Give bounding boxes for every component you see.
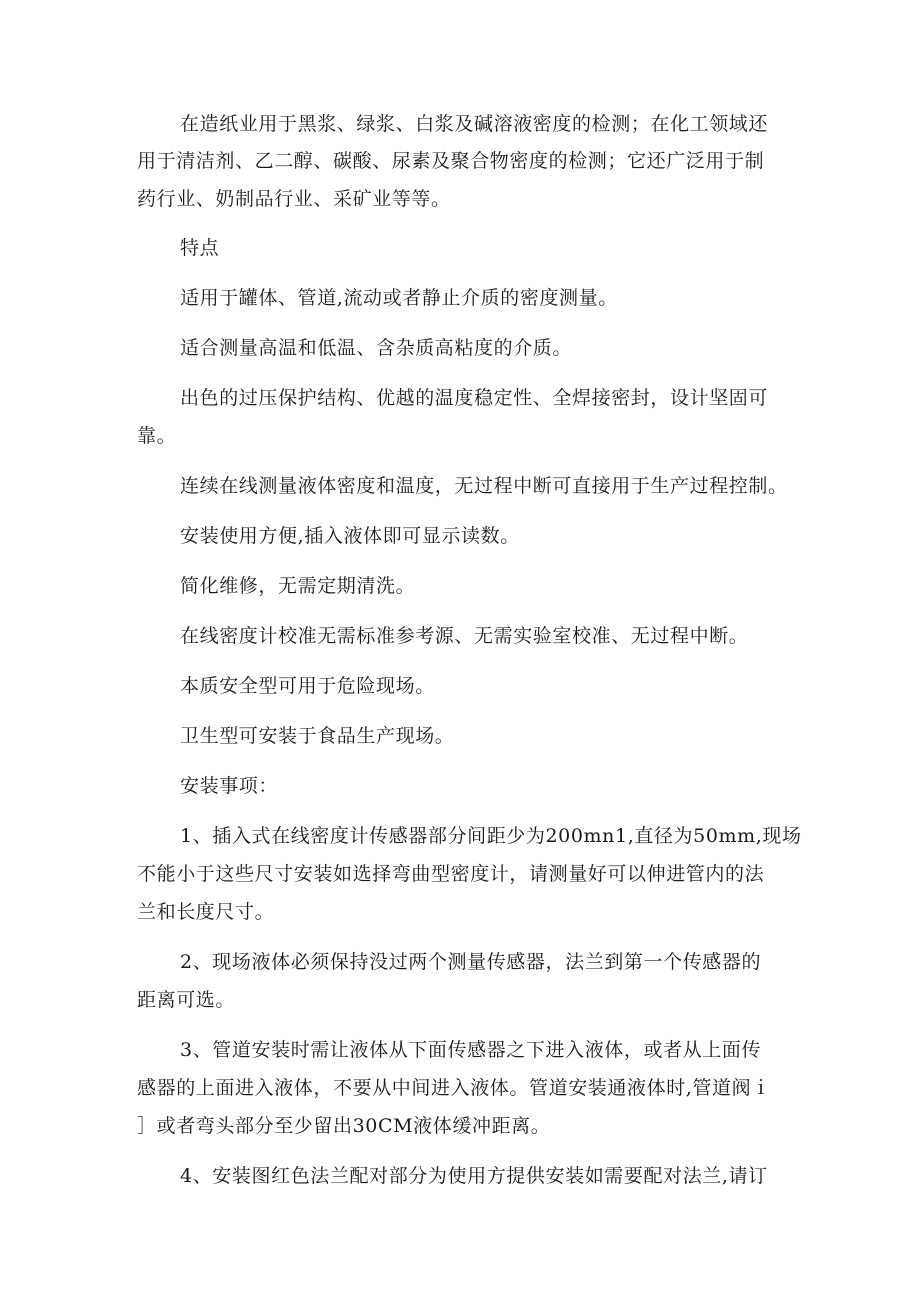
- para-usage-line-2: 用于清洁剂、乙二醇、碳酸、尿素及聚合物密度的检测；它还广泛用于制: [137, 150, 765, 172]
- install-item-3-line-1: 3、管道安装时需让液体从下面传感器之下进入液体，或者从上面传: [180, 1039, 762, 1061]
- feature-item-5: 安装使用方便,插入液体即可显示读数。: [180, 525, 520, 547]
- feature-item-9: 卫生型可安装于食品生产现场。: [180, 725, 455, 747]
- feature-item-6: 简化维修，无需定期清洗。: [180, 575, 416, 597]
- feature-item-7: 在线密度计校准无需标准参考源、无需实验室校准、无过程中断。: [180, 625, 749, 647]
- section-heading-installation: 安装事项：: [180, 775, 279, 797]
- install-item-1-line-2: 不能小于这些尺寸安装如选择弯曲型密度计，请测量好可以伸进管内的法: [137, 863, 765, 885]
- install-item-2-line-2: 距离可选。: [137, 989, 236, 1011]
- feature-item-8: 本质安全型可用于危险现场。: [180, 675, 435, 697]
- install-item-1-line-1: 1、插入式在线密度计传感器部分间距少为200mn1,直径为50mm,现场: [180, 825, 802, 847]
- feature-item-4: 连续在线测量液体密度和温度，无过程中断可直接用于生产过程控制。: [180, 475, 788, 497]
- feature-item-3-line-1: 出色的过压保护结构、优越的温度稳定性、全焊接密封，设计坚固可: [180, 387, 769, 409]
- install-item-4-line-1: 4、安装图红色法兰配对部分为使用方提供安装如需要配对法兰,请订: [180, 1165, 768, 1187]
- install-item-3-line-3: ］或者弯头部分至少留出30CM液体缓冲距离。: [137, 1115, 551, 1137]
- feature-item-2: 适合测量高温和低温、含杂质高粘度的介质。: [180, 337, 573, 359]
- install-item-2-line-1: 2、现场液体必须保持没过两个测量传感器，法兰到第一个传感器的: [180, 951, 762, 973]
- para-usage-line-3: 药行业、奶制品行业、采矿业等等。: [137, 188, 451, 210]
- para-usage-line-1: 在造纸业用于黑浆、绿浆、白浆及碱溶液密度的检测；在化工领域还: [180, 113, 769, 135]
- feature-item-3-line-2: 靠。: [137, 425, 177, 447]
- install-item-1-line-3: 兰和长度尺寸。: [137, 901, 275, 923]
- feature-item-1: 适用于罐体、管道,流动或者静止介质的密度测量。: [180, 287, 618, 309]
- section-heading-features: 特点: [180, 237, 220, 259]
- install-item-3-line-2: 感器的上面进入液体，不要从中间进入液体。管道安装通液体时,管道阀ｉ: [137, 1077, 771, 1099]
